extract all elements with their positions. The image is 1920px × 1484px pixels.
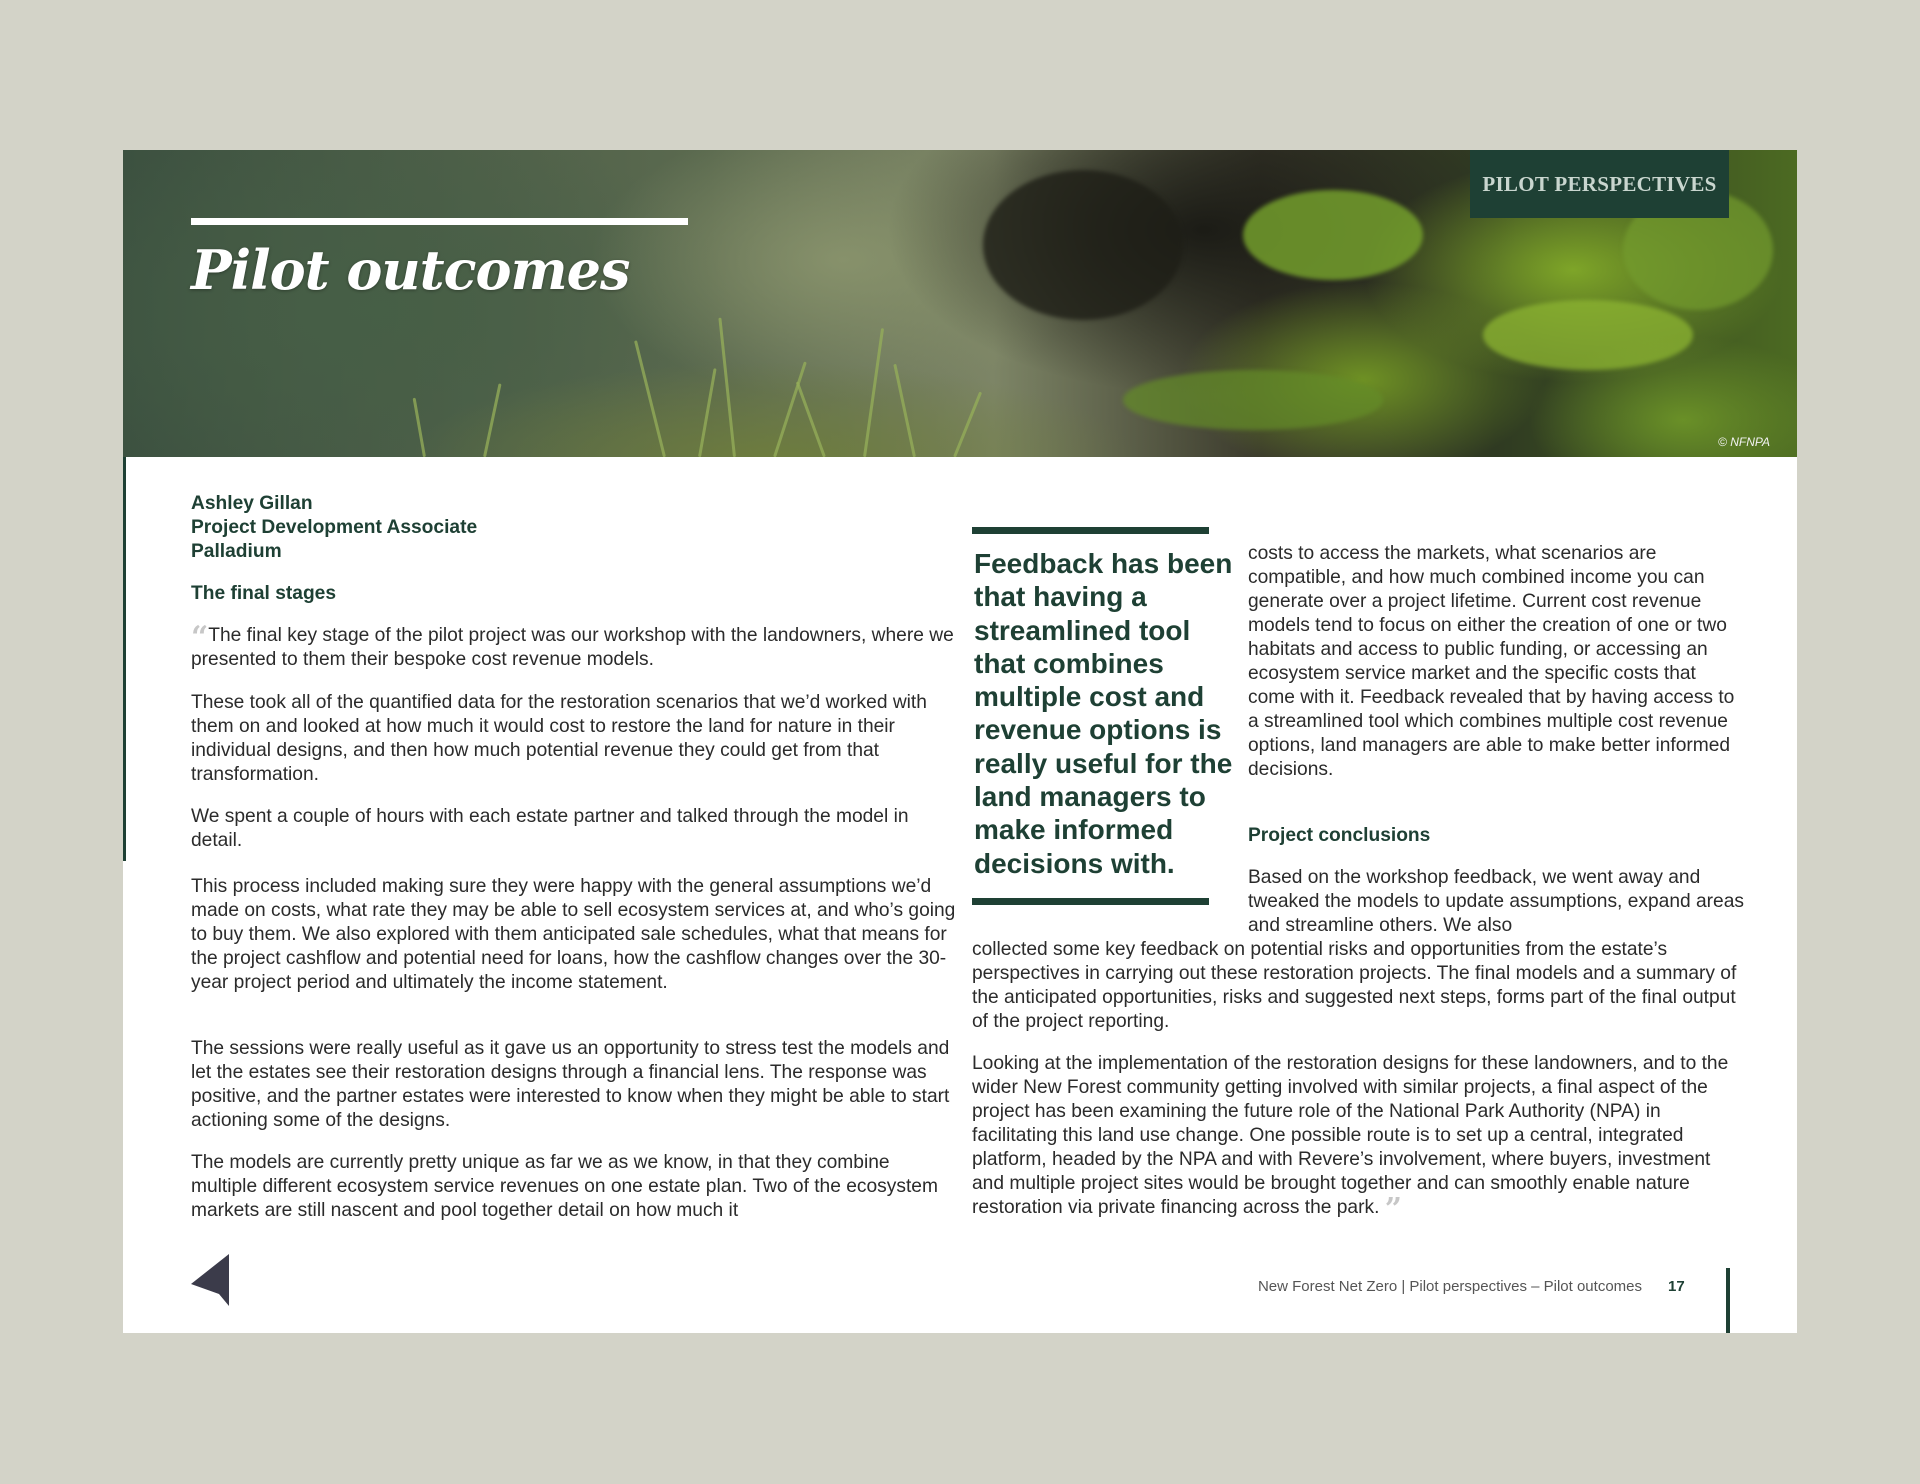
photo-credit: © NFNPA	[1718, 435, 1770, 449]
body-paragraph: collected some key feedback on potential risks and opportunities from the estate’s perspectives in carrying out these restoration projects. The final models and a summary of the anticipated opportunities, risks and suggested next steps, forms part of the final output of the project reporting.	[972, 939, 1737, 1032]
title-rule	[191, 218, 688, 225]
section-tag: PILOT PERSPECTIVES	[1470, 150, 1729, 218]
pull-quote-top-rule	[972, 527, 1209, 534]
body-paragraph: costs to access the markets, what scenarios are compatible, and how much combined income you can generate over a project lifetime. Current cost revenue models tend to focus on either the creation of one or two habitats and access to public funding, or accessing an ecosystem service market and the specific costs that come with it. Feedback revealed that by having access to a streamlined tool which combines multiple cost revenue options, land managers are able to make better informed decisions.	[1248, 543, 1735, 780]
page-title: Pilot outcomes	[191, 238, 630, 302]
footer-rule	[1726, 1268, 1730, 1333]
author-role: Project Development Associate	[191, 517, 478, 538]
pull-quote-bottom-rule	[972, 898, 1209, 905]
section-heading-project-conclusions: Project conclusions	[1248, 825, 1431, 846]
body-paragraph: This process included making sure they were happy with the general assumptions we’d made on costs, what rate they may be able to sell ecosystem services at, and who’s going to buy them. We also explored with them anticipated sale schedules, what that means for the project cashflow and potential need for loans, how the cashflow changes over the 30-year project period and ultimately the income statement.	[191, 876, 956, 993]
body-paragraph: We spent a couple of hours with each estate partner and talked through the model in detail.	[191, 806, 909, 851]
document-page	[123, 150, 1797, 1333]
page-number: 17	[1668, 1278, 1685, 1295]
body-paragraph: The sessions were really useful as it gave us an opportunity to stress test the models and let the estates see their restoration designs through a financial lens. The response was positive, and the partner estates were interested to know when they might be able to start actioning some of the designs.	[191, 1038, 950, 1131]
author-block	[191, 492, 477, 564]
open-quote-icon: “	[191, 620, 209, 655]
body-paragraph: Looking at the implementation of the restoration designs for these landowners, and to the wider New Forest community getting involved with similar projects, a final aspect of the project has been examining the future role of the National Park Authority (NPA) in facilitating this land use change. One possible route is to set up a central, integrated platform, headed by the NPA and with Revere’s involvement, where buyers, investment and multiple project sites would be brought together and can smoothly enable nature restoration via private financing across the park. ”	[972, 1053, 1729, 1227]
footer-text: New Forest Net Zero | Pilot perspectives – Pilot outcomes	[1257, 1278, 1642, 1295]
hero-image	[123, 150, 1797, 457]
author-name: Ashley Gillan	[191, 493, 313, 514]
body-paragraph: These took all of the quantified data for the restoration scenarios that we’d worked with them on and looked at how much it would cost to restore the land for nature in their individual designs, and then how much potential revenue they could get from that transformation.	[191, 692, 927, 785]
edge-bar	[123, 457, 126, 861]
author-organisation: Palladium	[191, 541, 282, 562]
close-quote-icon: ”	[1384, 1192, 1403, 1227]
body-paragraph: The models are currently pretty unique as far we as we know, in that they combine multiple different ecosystem service revenues on one estate plan. Two of the ecosystem markets are still nascent and pool together detail on how much it	[191, 1152, 938, 1221]
body-paragraph: Based on the workshop feedback, we went away and tweaked the models to update assumptions, expand areas and streamline others. We also	[1248, 867, 1744, 936]
triangle-arrow-icon[interactable]	[191, 1254, 229, 1306]
body-paragraph: “The final key stage of the pilot project was our workshop with the landowners, where we presented to them their bespoke cost revenue models.	[191, 620, 954, 670]
section-heading-final-stages: The final stages	[191, 583, 337, 604]
pull-quote: Feedback has been that having a streamlined tool that combines multiple cost and revenue options is really useful for the land managers to make informed decisions with.	[974, 548, 1233, 879]
